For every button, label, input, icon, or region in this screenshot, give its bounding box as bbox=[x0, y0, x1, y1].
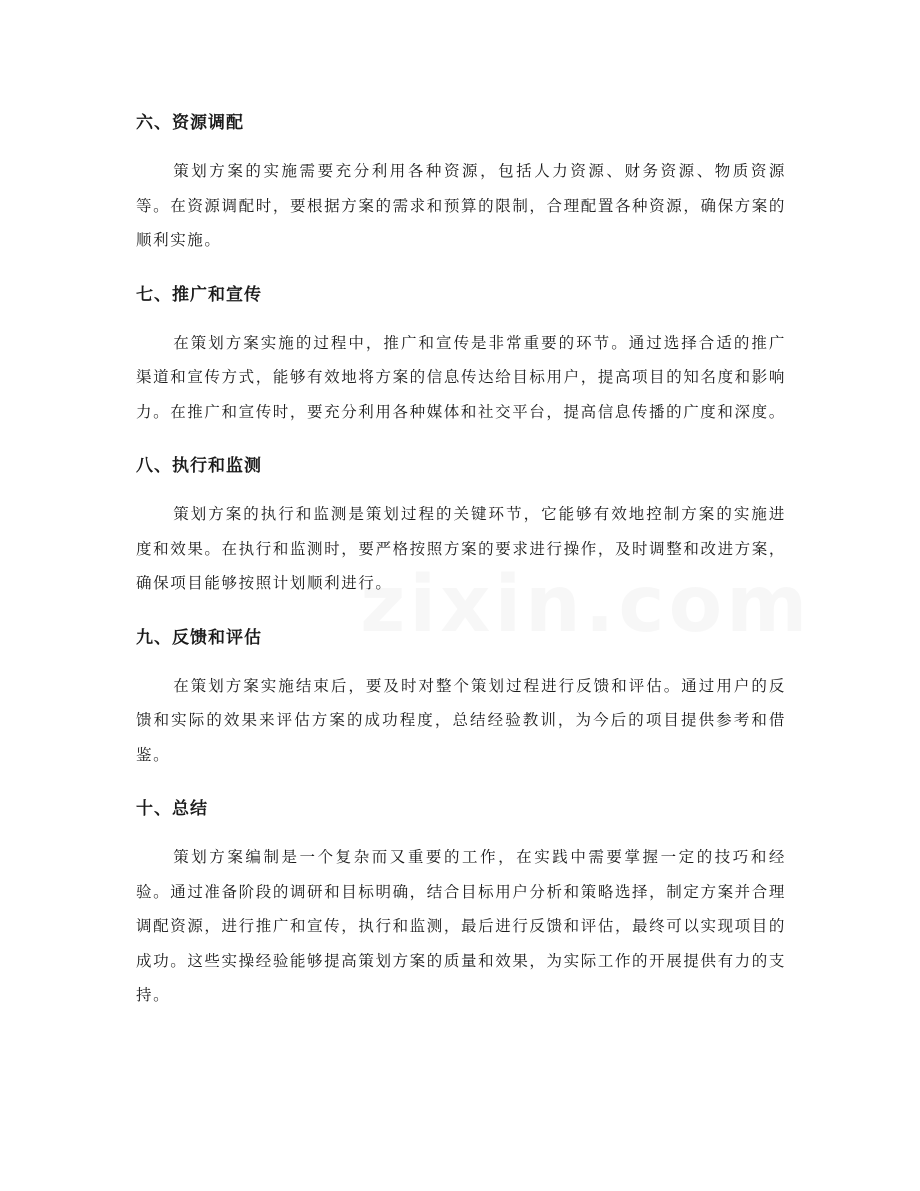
section-paragraph: 策划方案的实施需要充分利用各种资源，包括人力资源、财务资源、物质资源等。在资源调配时，要根据方案的需求和预算的限制，合理配置各种资源，确保方案的顺利实施。 bbox=[136, 162, 786, 249]
section-feedback-evaluation bbox=[136, 621, 786, 773]
section-execution-monitoring bbox=[136, 449, 786, 601]
section-promotion bbox=[136, 278, 786, 430]
section-paragraph: 在策划方案实施结束后，要及时对整个策划过程进行反馈和评估。通过用户的反馈和实际的效果来评估方案的成功程度，总结经验教训，为今后的项目提供参考和借鉴。 bbox=[136, 676, 786, 764]
section-title: 八、执行和监测 bbox=[136, 456, 262, 476]
section-title: 七、推广和宣传 bbox=[136, 284, 262, 305]
section-title: 十、总结 bbox=[136, 799, 208, 819]
section-paragraph: 在策划方案实施的过程中，推广和宣传是非常重要的环节。通过选择合适的推广渠道和宣传方式，能够有效地将方案的信息传达给目标用户，提高项目的知名度和影响力。在推广和宣传时，要充分利用各种媒体和社交平台，提高信息传播的广度和深度。 bbox=[136, 333, 786, 421]
document-page bbox=[136, 106, 786, 1033]
section-title: 六、资源调配 bbox=[136, 113, 244, 133]
section-title: 九、反馈和评估 bbox=[136, 627, 262, 648]
section-paragraph: 策划方案的执行和监测是策划过程的关键环节，它能够有效地控制方案的实施进度和效果。在执行和监测时，要严格按照方案的要求进行操作，及时调整和改进方案，确保项目能够按照计划顺利进行。 bbox=[136, 505, 786, 592]
section-paragraph: 策划方案编制是一个复杂而又重要的工作，在实践中需要掌握一定的技巧和经验。通过准备阶段的调研和目标明确，结合目标用户分析和策略选择，制定方案并合理调配资源，进行推广和宣传，执行和监测，最后进行反馈和评估，最终可以实现项目的成功。这些实操经验能够提高策划方案的质量和效果，为实际工作的开展提供有力的支持。 bbox=[136, 848, 786, 1004]
section-summary bbox=[136, 792, 786, 1013]
section-resource-allocation bbox=[136, 106, 786, 258]
